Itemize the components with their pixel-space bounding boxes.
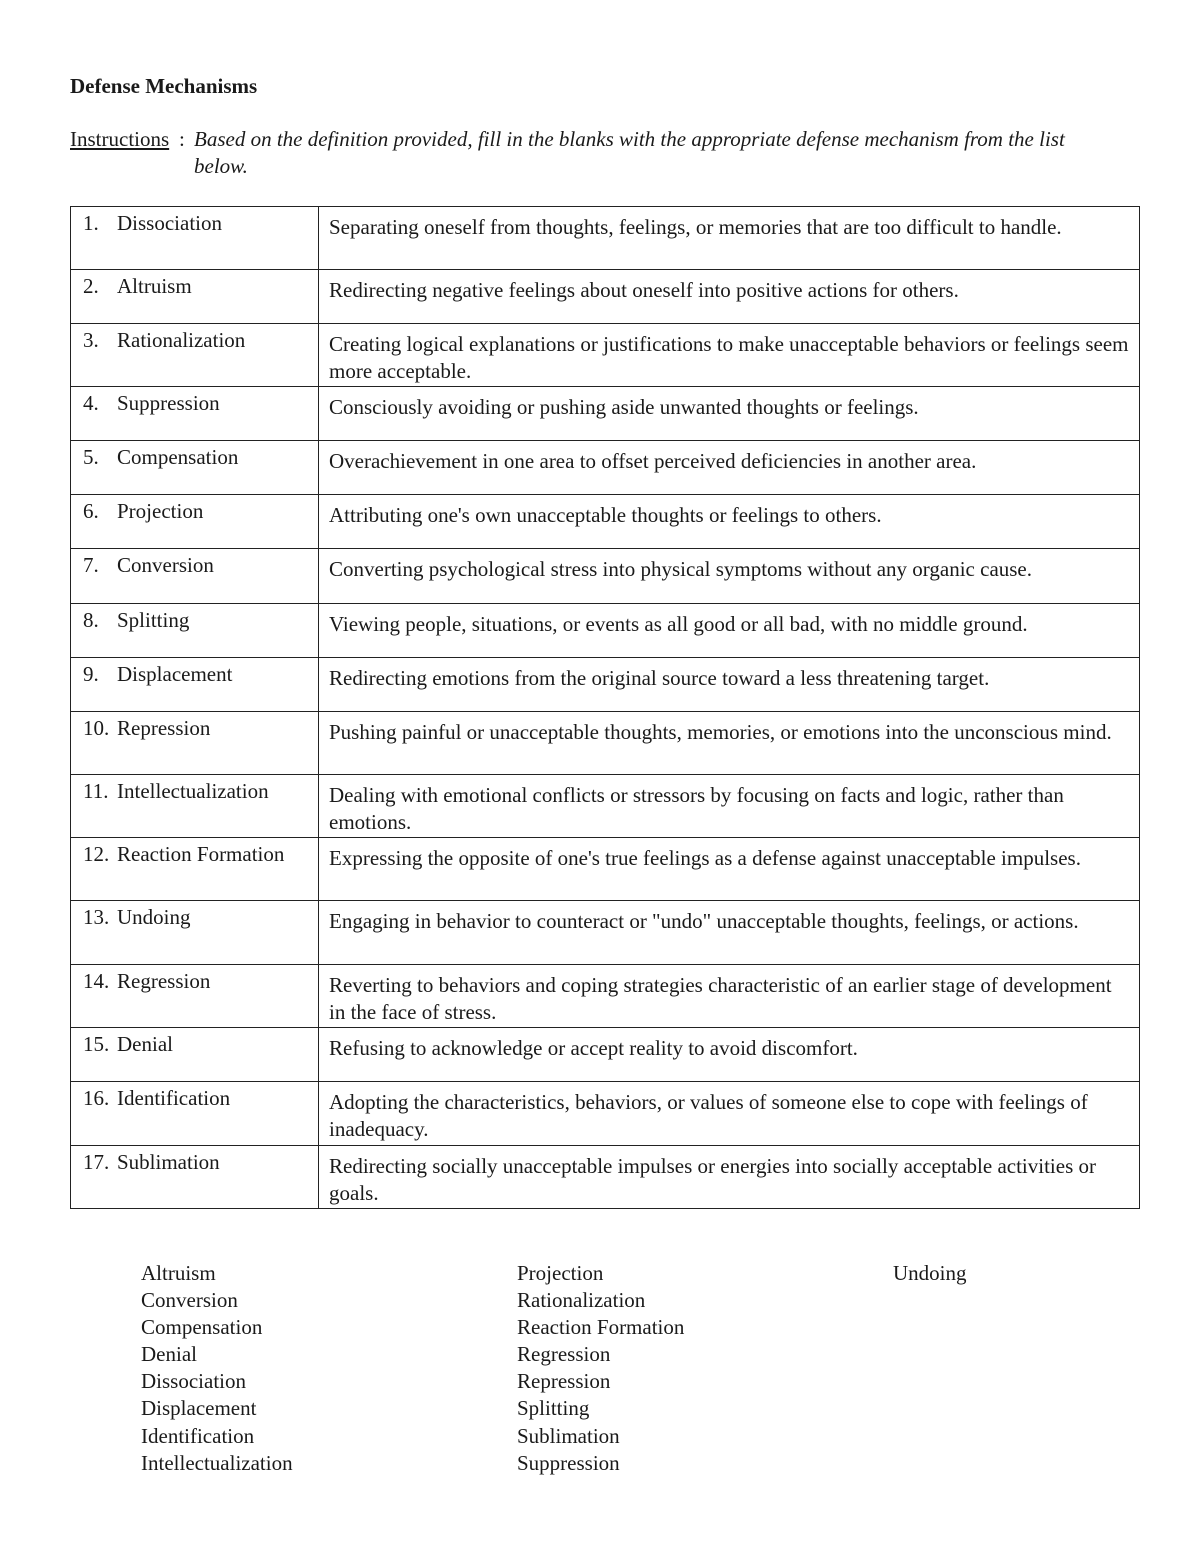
definition-cell: Expressing the opposite of one's true feelings as a defense against unacceptable impulses. — [319, 838, 1140, 901]
term-cell — [71, 775, 319, 838]
row-number: 3. — [83, 328, 99, 352]
table-row — [71, 965, 1140, 1028]
row-number: 7. — [83, 553, 99, 577]
term-label: Undoing — [117, 905, 191, 929]
row-number: 1. — [83, 211, 99, 235]
term-label: Suppression — [117, 391, 220, 415]
term-label: Intellectualization — [117, 779, 269, 803]
table-row — [71, 441, 1140, 495]
definition-cell: Consciously avoiding or pushing aside unwanted thoughts or feelings. — [319, 387, 1140, 441]
definitions-table — [70, 206, 1140, 1209]
table-row — [71, 495, 1140, 549]
word-bank-item: Dissociation — [141, 1369, 246, 1394]
definition-cell: Redirecting negative feelings about oneself into positive actions for others. — [319, 270, 1140, 324]
table-row — [71, 1146, 1140, 1209]
row-number: 8. — [83, 608, 99, 632]
word-bank-item: Denial — [141, 1342, 197, 1367]
term-label: Altruism — [117, 274, 192, 298]
term-cell — [71, 549, 319, 604]
term-label: Projection — [117, 499, 204, 523]
term-cell — [71, 1028, 319, 1082]
table-row — [71, 387, 1140, 441]
row-number: 5. — [83, 445, 99, 469]
row-number: 6. — [83, 499, 99, 523]
term-cell — [71, 270, 319, 324]
word-bank-column-1 — [141, 1260, 293, 1477]
definition-cell: Engaging in behavior to counteract or "undo" unacceptable thoughts, feelings, or actions. — [319, 901, 1140, 965]
table-row — [71, 901, 1140, 965]
definition-cell: Adopting the characteristics, behaviors, or values of someone else to cope with feelings of inadequacy. — [319, 1082, 1140, 1146]
table-row — [71, 207, 1140, 270]
table-row — [71, 838, 1140, 901]
term-label: Displacement — [117, 662, 233, 686]
row-number: 4. — [83, 391, 99, 415]
term-cell — [71, 495, 319, 549]
word-bank-item: Displacement — [141, 1396, 257, 1421]
definition-cell: Pushing painful or unacceptable thoughts, memories, or emotions into the unconscious mind. — [319, 712, 1140, 775]
word-bank-item: Identification — [141, 1423, 255, 1448]
table-row — [71, 712, 1140, 775]
row-number: 11. — [83, 779, 109, 803]
definition-cell: Redirecting socially unacceptable impulses or energies into socially acceptable activities or goals. — [319, 1146, 1140, 1209]
table-row — [71, 324, 1140, 387]
row-number: 13. — [83, 905, 110, 929]
row-number: 2. — [83, 274, 99, 298]
word-bank-item: Sublimation — [517, 1423, 620, 1448]
term-label: Sublimation — [117, 1150, 220, 1174]
term-cell — [71, 712, 319, 775]
word-bank-item: Intellectualization — [141, 1450, 293, 1475]
term-cell — [71, 901, 319, 965]
term-label: Regression — [117, 969, 211, 993]
term-label: Conversion — [117, 553, 214, 577]
definition-cell: Reverting to behaviors and coping strategies characteristic of an earlier stage of development in the face of stress. — [319, 965, 1140, 1028]
row-number: 9. — [83, 662, 99, 686]
table-row — [71, 549, 1140, 604]
row-number: 17. — [83, 1150, 110, 1174]
definition-cell: Refusing to acknowledge or accept reality to avoid discomfort. — [319, 1028, 1140, 1082]
definition-cell: Attributing one's own unacceptable thoughts or feelings to others. — [319, 495, 1140, 549]
term-label: Splitting — [117, 608, 190, 632]
term-label: Rationalization — [117, 328, 246, 352]
term-cell — [71, 324, 319, 387]
instructions-colon: : — [179, 127, 185, 151]
word-bank-column-2 — [517, 1260, 684, 1477]
definition-cell: Creating logical explanations or justifications to make unacceptable behaviors or feelings seem more acceptable. — [319, 324, 1140, 387]
definition-cell: Redirecting emotions from the original source toward a less threatening target. — [319, 658, 1140, 712]
term-cell — [71, 441, 319, 495]
word-bank-item: Suppression — [517, 1450, 620, 1475]
table-row — [71, 775, 1140, 838]
row-number: 14. — [83, 969, 110, 993]
term-label: Dissociation — [117, 211, 222, 235]
term-cell — [71, 1082, 319, 1146]
table-row — [71, 658, 1140, 712]
instructions-text: Based on the definition provided, fill in the blanks with the appropriate defense mechanism from the list below. — [194, 127, 1065, 178]
word-bank-item: Rationalization — [517, 1288, 646, 1313]
definition-cell: Overachievement in one area to offset perceived deficiencies in another area. — [319, 441, 1140, 495]
definition-cell: Separating oneself from thoughts, feelings, or memories that are too difficult to handle. — [319, 207, 1140, 270]
word-bank-item: Compensation — [141, 1315, 263, 1340]
table-row — [71, 604, 1140, 658]
definition-cell: Dealing with emotional conflicts or stressors by focusing on facts and logic, rather than emotions. — [319, 775, 1140, 838]
term-label: Denial — [117, 1032, 173, 1056]
page-title: Defense Mechanisms — [70, 74, 258, 98]
term-cell — [71, 658, 319, 712]
definition-cell: Viewing people, situations, or events as all good or all bad, with no middle ground. — [319, 604, 1140, 658]
word-bank-item: Undoing — [893, 1261, 967, 1285]
word-bank-column-3 — [893, 1260, 967, 1287]
term-label: Compensation — [117, 445, 239, 469]
word-bank-item: Reaction Formation — [517, 1315, 685, 1340]
term-label: Reaction Formation — [117, 842, 285, 866]
term-cell — [71, 965, 319, 1028]
table-row — [71, 270, 1140, 324]
term-cell — [71, 838, 319, 901]
row-number: 16. — [83, 1086, 110, 1110]
term-label: Identification — [117, 1086, 231, 1110]
term-label: Repression — [117, 716, 211, 740]
term-cell — [71, 387, 319, 441]
row-number: 15. — [83, 1032, 110, 1056]
word-bank-item: Conversion — [141, 1288, 238, 1313]
word-bank-item: Altruism — [141, 1261, 216, 1285]
row-number: 12. — [83, 842, 110, 866]
word-bank-item: Regression — [517, 1342, 611, 1367]
term-cell — [71, 604, 319, 658]
word-bank-item: Splitting — [517, 1396, 590, 1421]
instructions-label: Instructions — [70, 127, 170, 151]
term-cell — [71, 1146, 319, 1209]
term-cell — [71, 207, 319, 270]
word-bank-item: Repression — [517, 1369, 611, 1394]
row-number: 10. — [83, 716, 110, 740]
definition-cell: Converting psychological stress into physical symptoms without any organic cause. — [319, 549, 1140, 604]
table-row — [71, 1082, 1140, 1146]
table-row — [71, 1028, 1140, 1082]
word-bank-item: Projection — [517, 1261, 604, 1285]
